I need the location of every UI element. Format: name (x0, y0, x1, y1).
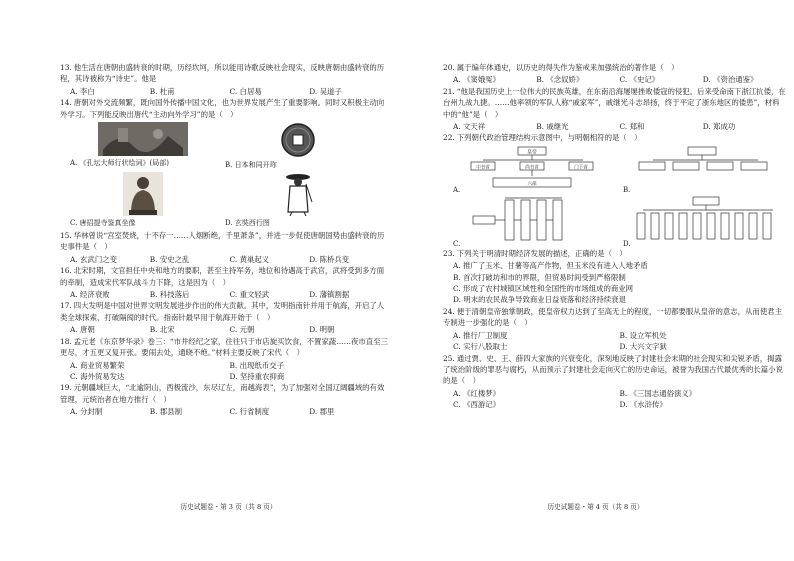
question-number: 18. (60, 336, 72, 346)
question-text: 属于编年体通史，以历史的得失作为鉴戒来加强统治的著作是（ ） (456, 63, 679, 72)
option-a: A. 文天祥 (453, 122, 486, 132)
structure-diagram-a (463, 146, 613, 192)
structure-diagram-b (633, 146, 783, 192)
option-c: C. 形成了农村城镇区域性和全国性的市场组成的商业网 (453, 284, 634, 294)
option-d: D. (623, 239, 631, 248)
option-a: A. 推行厂卫制度 (453, 330, 508, 340)
coin-image (280, 122, 316, 158)
option-c: C. 白居易 (229, 86, 262, 96)
options (453, 330, 786, 353)
options (453, 74, 786, 85)
label-zhongshu: 中书省 (475, 165, 490, 171)
question-number: 14. (60, 98, 72, 108)
option-c: C. 重文轻武 (229, 290, 270, 300)
options (70, 254, 389, 265)
page-footer: 历史试题卷・第 3 页（共 8 页） (180, 503, 277, 511)
question-number: 24. (443, 306, 455, 316)
option-d: D. 明朝 (309, 325, 335, 335)
question-17 (60, 300, 389, 335)
option-c: C. 黄巢起义 (229, 254, 270, 264)
question-text: 下列朝代政治管理结构示意图中，与明朝相符的是（ ） (456, 133, 642, 143)
option-d-cell (225, 172, 370, 228)
option-d: D. 吴道子 (309, 86, 342, 96)
question-text: “他是我国历史上一位伟大的民族英雄，在东南沿海屡屡挫败倭寇的侵犯。后来受命南下浙江抗倭，在台州九战九捷。……他率领的军队人称“戚家军”，戚继光斗志昂扬，终于平定了浙东地区的倭患”，材料中的“他”是（ ） (443, 86, 786, 119)
option-b-cell (225, 122, 370, 170)
option-b: B. 日本和同开珎 (225, 161, 277, 170)
option-d: D. 郡里 (309, 407, 335, 417)
option-c: C. 行省制度 (229, 407, 270, 417)
option-c: C. 郑和 (619, 122, 645, 132)
question-18 (60, 336, 389, 383)
options (453, 260, 786, 306)
question-number: 20. (443, 63, 455, 72)
question-text: 通过贾、史、王、薛四大家族的兴衰变化，深刻地反映了封建社会末期的社会现实和尖锐矛盾，揭露了统治阶级的罪恶与腐朽，从而预示了封建社会走向灭亡的历史命运，被誉为我国古代最优秀的长篇小说的是（ ） (443, 353, 783, 386)
option-d: D. 玄奘西行图 (225, 219, 270, 228)
label-emperor: 皇帝 (526, 149, 537, 156)
options (70, 360, 389, 383)
question-text: 元朝疆域巨大，“北逾阴山，西极流沙，东尽辽左，南越海表”，为了加强对全国辽阔疆域的有效管理，元统治者在地方推行（ ） (60, 383, 385, 404)
painting-image (98, 122, 188, 156)
options (453, 388, 786, 411)
option-c: C. 海外贸易发达 (70, 371, 125, 381)
option-c: C. (453, 239, 461, 248)
monk-image (278, 172, 318, 216)
option-c: C. 元朝 (229, 325, 255, 335)
option-d: D. 《水浒传》 (619, 400, 667, 410)
question-20 (443, 62, 786, 86)
option-c: C. 《西游记》 (453, 400, 501, 410)
question-text: 华林曾说“宫室焚烧，十不存一……人烟断绝，千里萧条”，并进一步促使唐朝国势由盛转衰的历史事件是（ ） (60, 231, 385, 252)
option-a: A. 《红楼梦》 (453, 388, 500, 398)
question-25 (443, 353, 786, 411)
question-24 (443, 306, 786, 353)
option-a: A. 经济衰败 (70, 290, 110, 300)
question-16 (60, 265, 389, 300)
option-b: B. 设立军机处 (619, 330, 667, 340)
option-b: B. 出现纸币交子 (229, 360, 284, 370)
option-b-diagram (623, 146, 783, 194)
option-d: D. 大兴文字狱 (619, 342, 667, 352)
option-a: A. 玄武门之变 (70, 254, 117, 264)
option-b: B. 北宋 (149, 325, 175, 335)
question-number: 13. (60, 63, 72, 72)
option-b: B. 《三国志通俗演义》 (619, 388, 697, 398)
option-b: B. 戚继光 (536, 122, 569, 132)
option-d: D. 郑成功 (702, 122, 736, 132)
right-exam-page (397, 0, 794, 561)
option-c-diagram (453, 196, 613, 248)
structure-diagram-c (463, 196, 613, 246)
option-b: B. 杜甫 (149, 86, 175, 96)
option-a: A. 《孔坛大师行状绘词》(局部) (70, 159, 169, 168)
option-a: A. 分封制 (70, 407, 103, 417)
option-b: B. (623, 185, 631, 194)
option-a: A. 唐朝 (70, 325, 95, 335)
label-shangshu: 尚书省 (524, 165, 539, 171)
option-c-cell (70, 172, 215, 228)
question-text: 孟元老《东京梦华录》卷三：“市井经纪之家，往往只于市店旋买饮食，不置家蔬……夜市直至三更尽，才五更又复开张。要闹去处，通晓不绝。”材料主要反映了宋代（ ） (60, 336, 388, 358)
option-b: B. 科技落后 (149, 290, 190, 300)
option-d-diagram (623, 196, 783, 248)
label-six-ministries: 六部 (527, 181, 537, 187)
question-text: 唐朝对外交流频繁，既向国外传播中国文化，也为世界发展产生了重要影响。同时又积极主动向外学习。下列能反映出唐代“主动向外学习”的是（ ） (60, 98, 385, 119)
question-text: 便于清朝皇帝独掌朝政，使皇帝权力达到了至高无上的程度，一切都要服从皇帝的意志，从而使君主专制进一步强化的是（ ） (443, 306, 782, 328)
question-text: 下列关于明清时期经济发展的描述，正确的是（ ） (456, 248, 627, 258)
option-b: B. 《念奴娇》 (536, 75, 584, 85)
question-13 (60, 62, 389, 97)
question-number: 21. (443, 86, 455, 96)
page-footer: 历史试题卷・第 4 页（共 8 页） (547, 503, 644, 511)
option-d: D. 坚持重农抑商 (229, 371, 285, 381)
option-c: C. 《史记》 (619, 75, 660, 85)
question-number: 23. (443, 248, 455, 258)
option-b: B. 安史之乱 (149, 254, 190, 264)
structure-diagram-d (633, 196, 783, 246)
option-d: D. 陈桥兵变 (309, 254, 350, 264)
question-19 (60, 382, 389, 417)
question-number: 15. (60, 231, 72, 241)
question-number: 19. (60, 383, 72, 393)
option-d: D. 《资治通鉴》 (702, 75, 758, 85)
question-22 (443, 132, 786, 247)
option-c: C. 实行八股取士 (453, 342, 508, 352)
question-number: 25. (443, 353, 455, 363)
question-23 (443, 248, 786, 306)
option-a: A. (453, 185, 461, 194)
question-21 (443, 86, 786, 133)
option-a: A. 李白 (70, 86, 95, 96)
option-d: D. 藩镇割据 (309, 290, 350, 300)
option-d: D. 明末的农民战争导致商业日益衰落和经济持续衰退 (453, 295, 626, 305)
option-a-cell (70, 122, 215, 170)
question-14 (60, 97, 389, 228)
options (70, 289, 389, 300)
options (453, 121, 786, 132)
options (70, 406, 389, 417)
question-text: 四大发明是中国对世界文明发展进步作出的伟大贡献。其中，发明指南针并用于航海，开启了人类全球探索、打破隔阂的时代。指南针最早用于航海开始于（ ） (60, 301, 385, 322)
option-a: A. 推广了玉米、甘薯等高产作物，但玉米没有进入人地矛盾 (453, 261, 648, 271)
question-text: 北宋时期，文官担任中央和地方的要职，甚至主持军务，地位和待遇高于武官，武将受到多方面的牵制，造成宋代军队战斗力下降，这是因为（ ） (60, 266, 385, 287)
option-a: A. 商业贸易繁荣 (70, 360, 125, 370)
options (70, 86, 389, 97)
question-15 (60, 230, 389, 265)
option-a: A. 《窦娥冤》 (453, 75, 500, 85)
question-number: 16. (60, 266, 72, 276)
label-menxia: 门下省 (573, 165, 588, 171)
question-number: 22. (443, 133, 455, 143)
statue-image (123, 172, 163, 216)
option-a-diagram (453, 146, 613, 194)
options (70, 324, 389, 335)
option-c: C. 唐招提寺鉴真坐像 (70, 219, 136, 228)
option-b: B. 郡县制 (149, 407, 183, 417)
option-b: B. 首次打破坊和市的界限，但贸易时间受到严格限制 (453, 272, 626, 282)
question-number: 17. (60, 301, 72, 311)
question-text: 他生活在唐朝由盛转衰的时期，历经坎坷，所以能用诗歌反映社会现实，反映唐朝由盛转衰的历程，其诗被称为“诗史”。他是 (60, 63, 385, 84)
